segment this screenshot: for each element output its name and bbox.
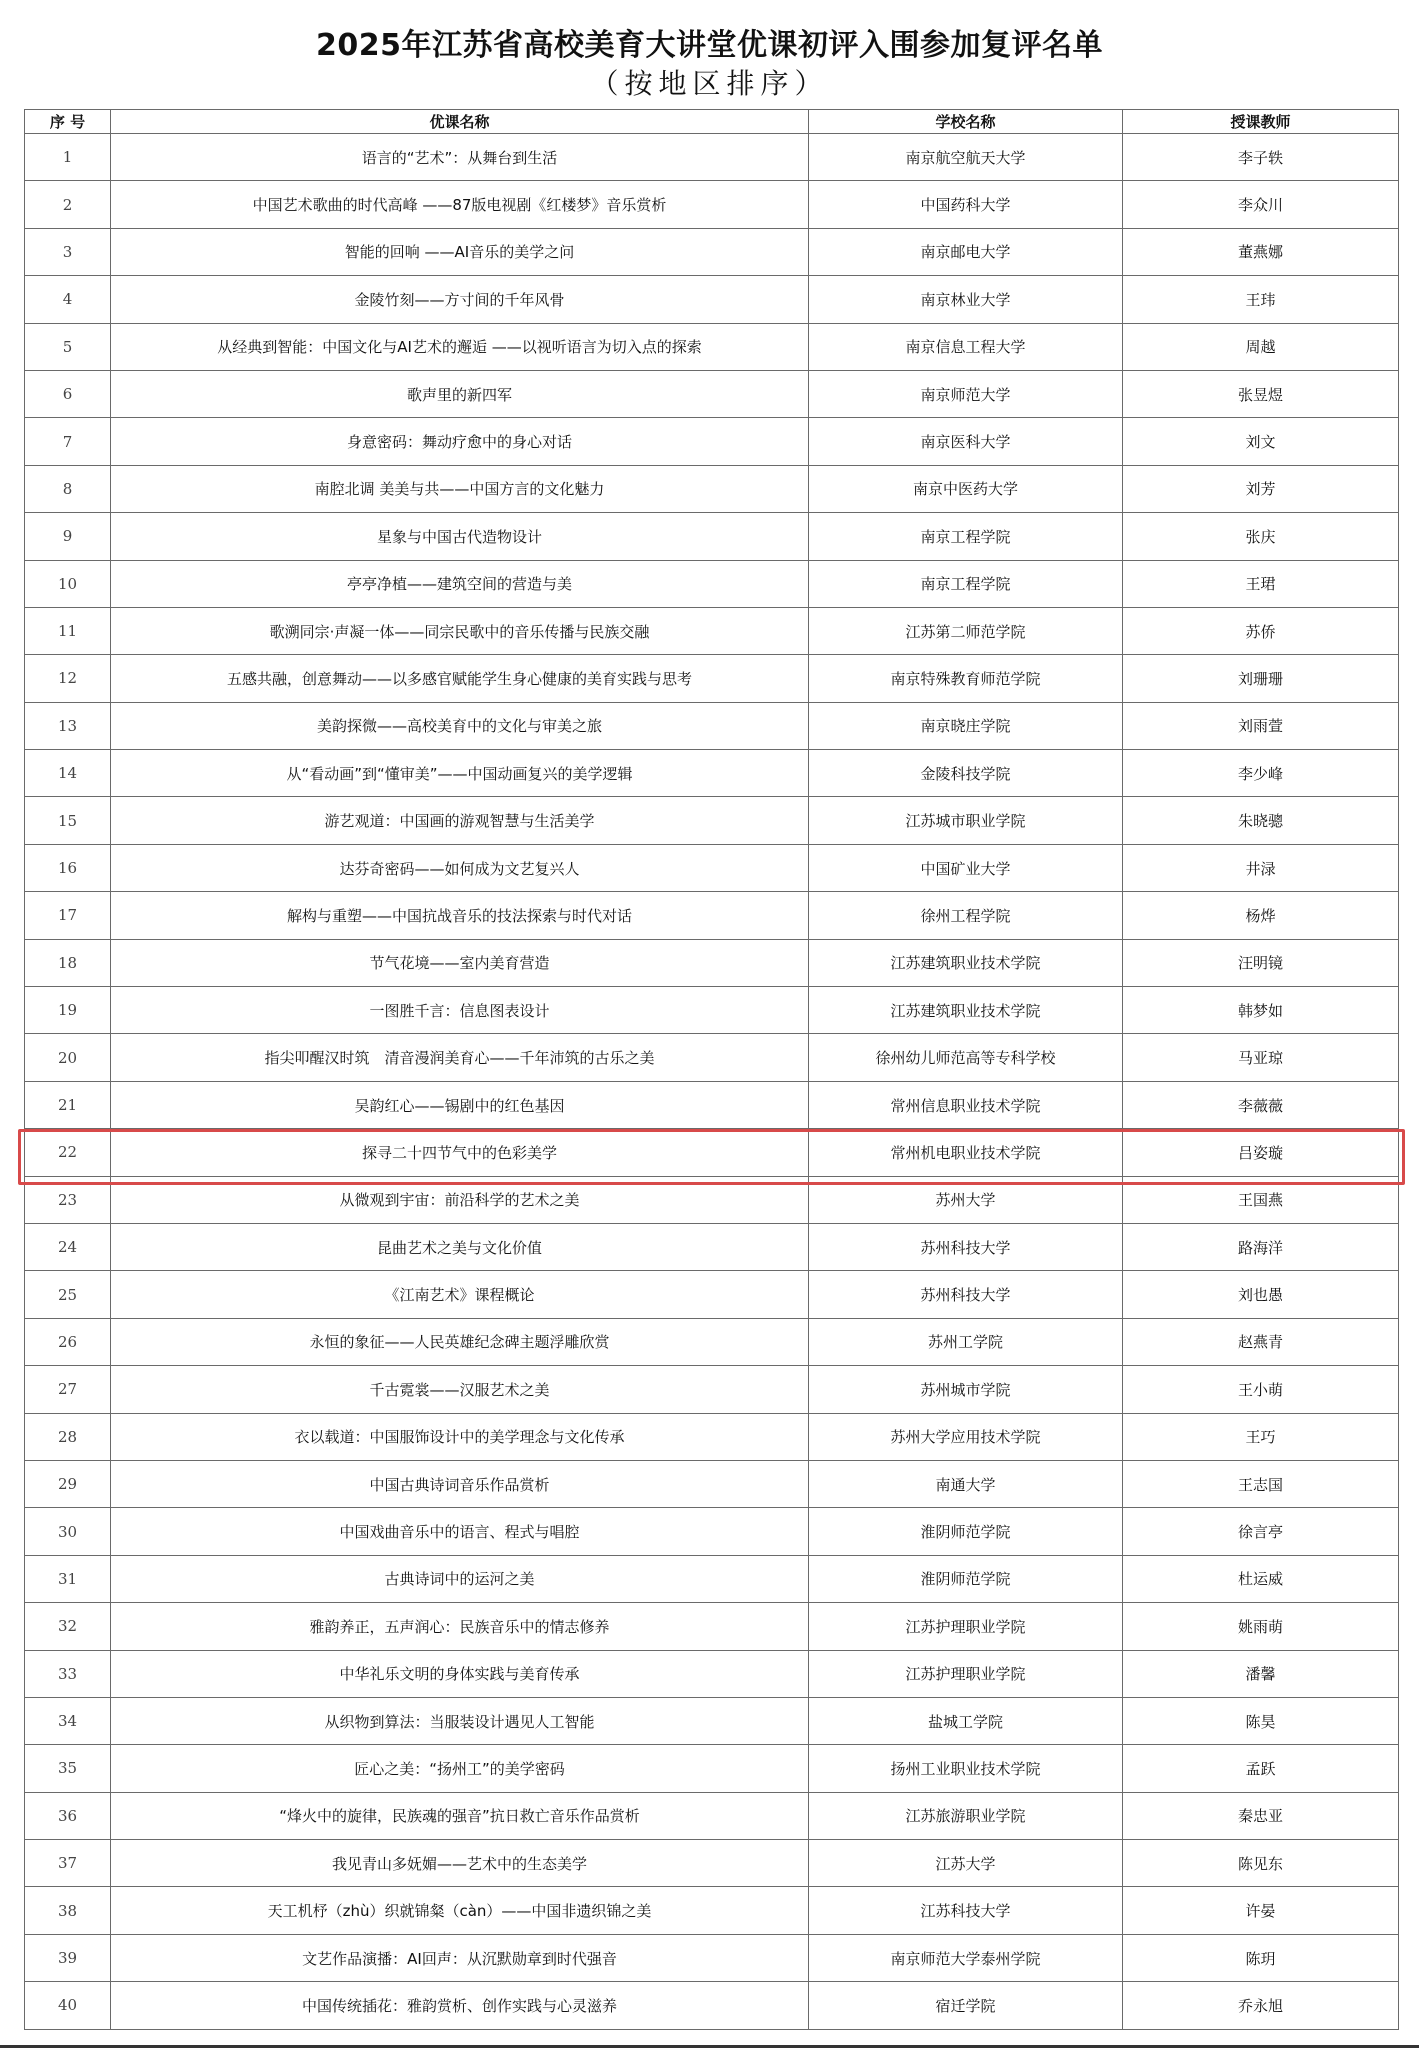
table-row bbox=[25, 1176, 1399, 1223]
cell-school-name: 江苏建筑职业技术学院 bbox=[809, 987, 1123, 1034]
cell-teacher: 李少峰 bbox=[1123, 750, 1399, 797]
cell-teacher: 李众川 bbox=[1123, 181, 1399, 228]
cell-index: 19 bbox=[25, 987, 111, 1034]
cell-school-name: 苏州大学应用技术学院 bbox=[809, 1413, 1123, 1460]
cell-index: 21 bbox=[25, 1081, 111, 1128]
cell-school-name: 盐城工学院 bbox=[809, 1697, 1123, 1744]
table-row bbox=[25, 1223, 1399, 1270]
cell-school-name: 淮阴师范学院 bbox=[809, 1555, 1123, 1602]
cell-index: 26 bbox=[25, 1318, 111, 1365]
cell-index: 10 bbox=[25, 560, 111, 607]
cell-index: 34 bbox=[25, 1697, 111, 1744]
cell-school-name: 南京医科大学 bbox=[809, 418, 1123, 465]
cell-school-name: 金陵科技学院 bbox=[809, 750, 1123, 797]
cell-school-name: 扬州工业职业技术学院 bbox=[809, 1745, 1123, 1792]
cell-teacher: 刘芳 bbox=[1123, 465, 1399, 512]
cell-teacher: 汪明镜 bbox=[1123, 939, 1399, 986]
cell-teacher: 陈昊 bbox=[1123, 1697, 1399, 1744]
table-row bbox=[25, 1934, 1399, 1981]
cell-school-name: 常州机电职业技术学院 bbox=[809, 1129, 1123, 1176]
cell-index: 33 bbox=[25, 1650, 111, 1697]
cell-teacher: 李子轶 bbox=[1123, 134, 1399, 181]
table-row bbox=[25, 844, 1399, 891]
cell-course-name: 吴韵红心——锡剧中的红色基因 bbox=[111, 1081, 809, 1128]
cell-course-name: 匠心之美：“扬州工”的美学密码 bbox=[111, 1745, 809, 1792]
table-row bbox=[25, 1840, 1399, 1887]
cell-teacher: 吕姿璇 bbox=[1123, 1129, 1399, 1176]
table-body bbox=[25, 134, 1399, 2030]
cell-course-name: 雅韵养正，五声润心：民族音乐中的情志修养 bbox=[111, 1603, 809, 1650]
table-row bbox=[25, 1460, 1399, 1507]
cell-index: 36 bbox=[25, 1792, 111, 1839]
cell-school-name: 南通大学 bbox=[809, 1460, 1123, 1507]
cell-index: 22 bbox=[25, 1129, 111, 1176]
cell-teacher: 刘珊珊 bbox=[1123, 655, 1399, 702]
cell-course-name: 从织物到算法：当服装设计遇见人工智能 bbox=[111, 1697, 809, 1744]
cell-school-name: 淮阴师范学院 bbox=[809, 1508, 1123, 1555]
cell-index: 23 bbox=[25, 1176, 111, 1223]
cell-course-name: 达芬奇密码——如何成为文艺复兴人 bbox=[111, 844, 809, 891]
table-row bbox=[25, 513, 1399, 560]
table-row bbox=[25, 465, 1399, 512]
cell-course-name: 衣以载道：中国服饰设计中的美学理念与文化传承 bbox=[111, 1413, 809, 1460]
cell-teacher: 杜运威 bbox=[1123, 1555, 1399, 1602]
cell-teacher: 王小萌 bbox=[1123, 1366, 1399, 1413]
table-row bbox=[25, 181, 1399, 228]
cell-school-name: 南京航空航天大学 bbox=[809, 134, 1123, 181]
cell-teacher: 姚雨萌 bbox=[1123, 1603, 1399, 1650]
cell-teacher: 路海洋 bbox=[1123, 1223, 1399, 1270]
cell-school-name: 徐州工程学院 bbox=[809, 892, 1123, 939]
header-index: 序 号 bbox=[25, 110, 111, 134]
cell-school-name: 江苏大学 bbox=[809, 1840, 1123, 1887]
cell-course-name: 歌声里的新四军 bbox=[111, 370, 809, 417]
cell-course-name: 中国古典诗词音乐作品赏析 bbox=[111, 1460, 809, 1507]
cell-teacher: 刘文 bbox=[1123, 418, 1399, 465]
table-row bbox=[25, 418, 1399, 465]
cell-teacher: 井渌 bbox=[1123, 844, 1399, 891]
cell-course-name: 解构与重塑——中国抗战音乐的技法探索与时代对话 bbox=[111, 892, 809, 939]
cell-course-name: 永恒的象征——人民英雄纪念碑主题浮雕欣赏 bbox=[111, 1318, 809, 1365]
cell-teacher: 马亚琼 bbox=[1123, 1034, 1399, 1081]
cell-index: 15 bbox=[25, 797, 111, 844]
cell-school-name: 江苏护理职业学院 bbox=[809, 1650, 1123, 1697]
cell-course-name: 金陵竹刻——方寸间的千年风骨 bbox=[111, 276, 809, 323]
cell-teacher: 孟跃 bbox=[1123, 1745, 1399, 1792]
cell-index: 28 bbox=[25, 1413, 111, 1460]
cell-index: 31 bbox=[25, 1555, 111, 1602]
cell-school-name: 南京晓庄学院 bbox=[809, 702, 1123, 749]
cell-school-name: 江苏第二师范学院 bbox=[809, 607, 1123, 654]
cell-index: 24 bbox=[25, 1223, 111, 1270]
cell-course-name: 中国艺术歌曲的时代高峰 ——87版电视剧《红楼梦》音乐赏析 bbox=[111, 181, 809, 228]
cell-index: 6 bbox=[25, 370, 111, 417]
cell-index: 20 bbox=[25, 1034, 111, 1081]
cell-course-name: 探寻二十四节气中的色彩美学 bbox=[111, 1129, 809, 1176]
cell-teacher: 李薇薇 bbox=[1123, 1081, 1399, 1128]
table-row bbox=[25, 1697, 1399, 1744]
cell-teacher: 秦忠亚 bbox=[1123, 1792, 1399, 1839]
cell-index: 12 bbox=[25, 655, 111, 702]
cell-index: 2 bbox=[25, 181, 111, 228]
table-row bbox=[25, 1366, 1399, 1413]
table-row bbox=[25, 1413, 1399, 1460]
table-row bbox=[25, 560, 1399, 607]
cell-index: 13 bbox=[25, 702, 111, 749]
cell-index: 8 bbox=[25, 465, 111, 512]
table-row bbox=[25, 370, 1399, 417]
cell-course-name: 从“看动画”到“懂审美”——中国动画复兴的美学逻辑 bbox=[111, 750, 809, 797]
cell-course-name: 语言的“艺术”：从舞台到生活 bbox=[111, 134, 809, 181]
cell-course-name: 游艺观道：中国画的游观智慧与生活美学 bbox=[111, 797, 809, 844]
cell-teacher: 苏侨 bbox=[1123, 607, 1399, 654]
cell-index: 37 bbox=[25, 1840, 111, 1887]
page-title: 2025年江苏省高校美育大讲堂优课初评入围参加复评名单 bbox=[316, 28, 1103, 63]
cell-school-name: 南京邮电大学 bbox=[809, 228, 1123, 275]
cell-teacher: 王珺 bbox=[1123, 560, 1399, 607]
cell-school-name: 常州信息职业技术学院 bbox=[809, 1081, 1123, 1128]
cell-course-name: 《江南艺术》课程概论 bbox=[111, 1271, 809, 1318]
cell-school-name: 江苏城市职业学院 bbox=[809, 797, 1123, 844]
cell-course-name: 南腔北调 美美与共——中国方言的文化魅力 bbox=[111, 465, 809, 512]
cell-course-name: 我见青山多妩媚——艺术中的生态美学 bbox=[111, 1840, 809, 1887]
cell-course-name: 中华礼乐文明的身体实践与美育传承 bbox=[111, 1650, 809, 1697]
table-row bbox=[25, 892, 1399, 939]
table-row bbox=[25, 1508, 1399, 1555]
cell-index: 9 bbox=[25, 513, 111, 560]
cell-index: 18 bbox=[25, 939, 111, 986]
cell-index: 30 bbox=[25, 1508, 111, 1555]
header-teacher: 授课教师 bbox=[1123, 110, 1399, 134]
table-row bbox=[25, 1792, 1399, 1839]
cell-index: 7 bbox=[25, 418, 111, 465]
cell-course-name: 星象与中国古代造物设计 bbox=[111, 513, 809, 560]
table-row bbox=[25, 987, 1399, 1034]
cell-school-name: 南京工程学院 bbox=[809, 560, 1123, 607]
cell-teacher: 王巧 bbox=[1123, 1413, 1399, 1460]
cell-teacher: 刘也愚 bbox=[1123, 1271, 1399, 1318]
cell-index: 1 bbox=[25, 134, 111, 181]
cell-school-name: 苏州科技大学 bbox=[809, 1223, 1123, 1270]
cell-teacher: 周越 bbox=[1123, 323, 1399, 370]
cell-teacher: 徐言亭 bbox=[1123, 1508, 1399, 1555]
cell-course-name: 指尖叩醒汉时筑 清音漫润美育心——千年沛筑的古乐之美 bbox=[111, 1034, 809, 1081]
cell-course-name: 亭亭净植——建筑空间的营造与美 bbox=[111, 560, 809, 607]
cell-school-name: 苏州科技大学 bbox=[809, 1271, 1123, 1318]
cell-index: 25 bbox=[25, 1271, 111, 1318]
cell-course-name: 美韵探微——高校美育中的文化与审美之旅 bbox=[111, 702, 809, 749]
cell-course-name: 一图胜千言：信息图表设计 bbox=[111, 987, 809, 1034]
table-row bbox=[25, 1745, 1399, 1792]
cell-teacher: 韩梦如 bbox=[1123, 987, 1399, 1034]
table-row bbox=[25, 1982, 1399, 2029]
cell-index: 29 bbox=[25, 1460, 111, 1507]
cell-school-name: 江苏建筑职业技术学院 bbox=[809, 939, 1123, 986]
cell-school-name: 中国矿业大学 bbox=[809, 844, 1123, 891]
cell-index: 11 bbox=[25, 607, 111, 654]
cell-index: 16 bbox=[25, 844, 111, 891]
table-row bbox=[25, 1129, 1399, 1176]
cell-school-name: 苏州城市学院 bbox=[809, 1366, 1123, 1413]
cell-school-name: 南京师范大学泰州学院 bbox=[809, 1934, 1123, 1981]
cell-index: 4 bbox=[25, 276, 111, 323]
cell-school-name: 徐州幼儿师范高等专科学校 bbox=[809, 1034, 1123, 1081]
table-row bbox=[25, 228, 1399, 275]
cell-index: 32 bbox=[25, 1603, 111, 1650]
cell-school-name: 南京林业大学 bbox=[809, 276, 1123, 323]
table-row bbox=[25, 1318, 1399, 1365]
cell-course-name: 千古霓裳——汉服艺术之美 bbox=[111, 1366, 809, 1413]
table-row bbox=[25, 797, 1399, 844]
cell-index: 5 bbox=[25, 323, 111, 370]
cell-teacher: 许晏 bbox=[1123, 1887, 1399, 1934]
cell-index: 27 bbox=[25, 1366, 111, 1413]
page-subtitle: （按地区排序） bbox=[590, 67, 829, 100]
table-row bbox=[25, 1650, 1399, 1697]
cell-teacher: 朱晓骢 bbox=[1123, 797, 1399, 844]
cell-school-name: 江苏科技大学 bbox=[809, 1887, 1123, 1934]
cell-teacher: 潘馨 bbox=[1123, 1650, 1399, 1697]
cell-index: 14 bbox=[25, 750, 111, 797]
table-row bbox=[25, 939, 1399, 986]
cell-course-name: 从微观到宇宙：前沿科学的艺术之美 bbox=[111, 1176, 809, 1223]
cell-course-name: 节气花境——室内美育营造 bbox=[111, 939, 809, 986]
cell-school-name: 南京中医药大学 bbox=[809, 465, 1123, 512]
cell-teacher: 王国燕 bbox=[1123, 1176, 1399, 1223]
cell-school-name: 宿迁学院 bbox=[809, 1982, 1123, 2029]
table-row bbox=[25, 750, 1399, 797]
cell-school-name: 江苏护理职业学院 bbox=[809, 1603, 1123, 1650]
cell-course-name: 歌溯同宗·声凝一体——同宗民歌中的音乐传播与民族交融 bbox=[111, 607, 809, 654]
cell-course-name: 中国传统插花：雅韵赏析、创作实践与心灵滋养 bbox=[111, 1982, 809, 2029]
cell-school-name: 南京特殊教育师范学院 bbox=[809, 655, 1123, 702]
table-header-row bbox=[25, 110, 1399, 134]
cell-index: 17 bbox=[25, 892, 111, 939]
cell-course-name: 中国戏曲音乐中的语言、程式与唱腔 bbox=[111, 1508, 809, 1555]
cell-course-name: 从经典到智能：中国文化与AI艺术的邂逅 ——以视听语言为切入点的探索 bbox=[111, 323, 809, 370]
cell-teacher: 乔永旭 bbox=[1123, 1982, 1399, 2029]
cell-teacher: 陈见东 bbox=[1123, 1840, 1399, 1887]
table-row bbox=[25, 134, 1399, 181]
cell-index: 40 bbox=[25, 1982, 111, 2029]
cell-school-name: 南京工程学院 bbox=[809, 513, 1123, 560]
table-row bbox=[25, 1081, 1399, 1128]
cell-teacher: 张昱煜 bbox=[1123, 370, 1399, 417]
cell-teacher: 陈玥 bbox=[1123, 1934, 1399, 1981]
table-row bbox=[25, 1034, 1399, 1081]
table-row bbox=[25, 655, 1399, 702]
shortlist-table bbox=[24, 109, 1399, 2030]
cell-course-name: 智能的回响 ——AI音乐的美学之问 bbox=[111, 228, 809, 275]
cell-teacher: 张庆 bbox=[1123, 513, 1399, 560]
cell-course-name: “烽火中的旋律，民族魂的强音”抗日救亡音乐作品赏析 bbox=[111, 1792, 809, 1839]
header-school-name: 学校名称 bbox=[809, 110, 1123, 134]
cell-course-name: 文艺作品演播：AI回声：从沉默勋章到时代强音 bbox=[111, 1934, 809, 1981]
table-row bbox=[25, 1271, 1399, 1318]
table-row bbox=[25, 1887, 1399, 1934]
cell-course-name: 昆曲艺术之美与文化价值 bbox=[111, 1223, 809, 1270]
cell-course-name: 古典诗词中的运河之美 bbox=[111, 1555, 809, 1602]
cell-index: 35 bbox=[25, 1745, 111, 1792]
cell-teacher: 王志国 bbox=[1123, 1460, 1399, 1507]
table-row bbox=[25, 1555, 1399, 1602]
header-course-name: 优课名称 bbox=[111, 110, 809, 134]
cell-index: 38 bbox=[25, 1887, 111, 1934]
cell-teacher: 赵燕青 bbox=[1123, 1318, 1399, 1365]
cell-school-name: 江苏旅游职业学院 bbox=[809, 1792, 1123, 1839]
cell-teacher: 王玮 bbox=[1123, 276, 1399, 323]
cell-course-name: 五感共融，创意舞动——以多感官赋能学生身心健康的美育实践与思考 bbox=[111, 655, 809, 702]
table-row bbox=[25, 702, 1399, 749]
cell-school-name: 中国药科大学 bbox=[809, 181, 1123, 228]
cell-teacher: 刘雨萱 bbox=[1123, 702, 1399, 749]
table-row bbox=[25, 323, 1399, 370]
cell-teacher: 董燕娜 bbox=[1123, 228, 1399, 275]
cell-school-name: 南京信息工程大学 bbox=[809, 323, 1123, 370]
cell-course-name: 天工机杼（zhù）织就锦粲（càn）——中国非遗织锦之美 bbox=[111, 1887, 809, 1934]
cell-school-name: 南京师范大学 bbox=[809, 370, 1123, 417]
cell-index: 39 bbox=[25, 1934, 111, 1981]
cell-course-name: 身意密码：舞动疗愈中的身心对话 bbox=[111, 418, 809, 465]
table-row bbox=[25, 1603, 1399, 1650]
cell-teacher: 杨烨 bbox=[1123, 892, 1399, 939]
cell-school-name: 苏州大学 bbox=[809, 1176, 1123, 1223]
table-row bbox=[25, 276, 1399, 323]
cell-school-name: 苏州工学院 bbox=[809, 1318, 1123, 1365]
table-row bbox=[25, 607, 1399, 654]
cell-index: 3 bbox=[25, 228, 111, 275]
